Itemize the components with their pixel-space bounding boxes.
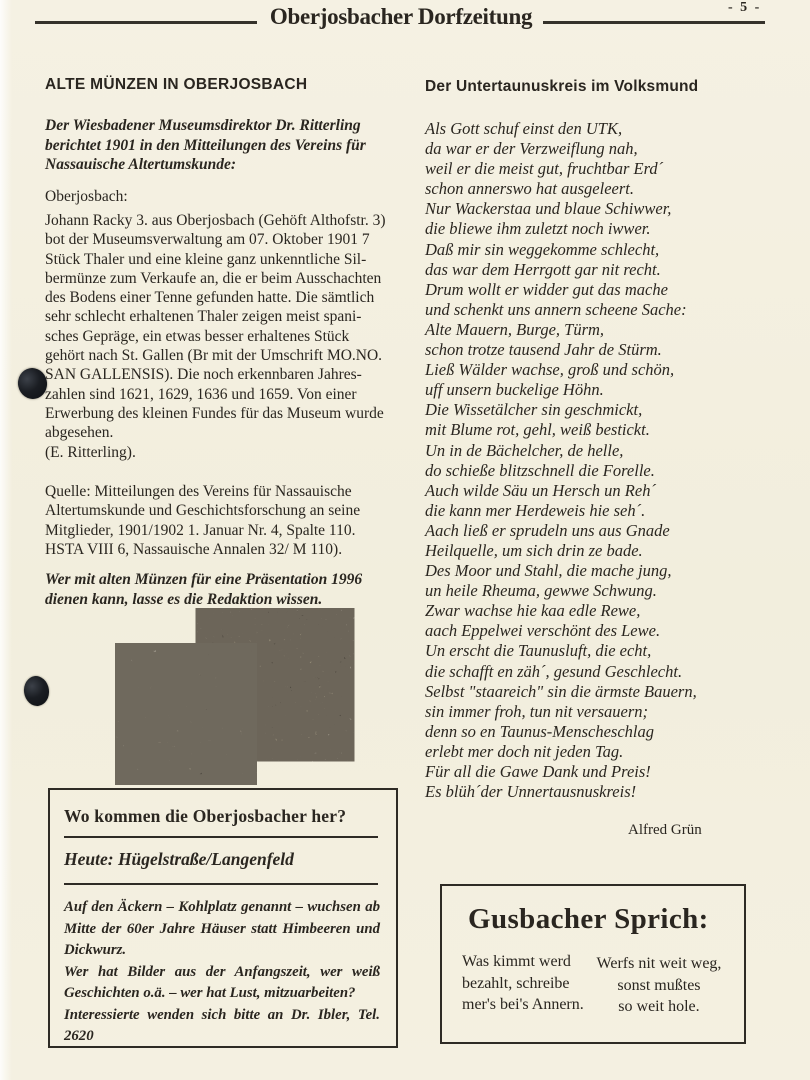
poem-line: Drum wollt er widder gut das mache	[425, 279, 668, 299]
poem-line: sin immer froh, tun nit versauern;	[425, 701, 649, 721]
origin-paragraph: Interessierte wenden sich bitte an Dr. Ibler, Tel. 2620	[64, 1006, 380, 1044]
poem-line: Selbst "staareich" sin die ärmste Bauern,	[425, 681, 697, 701]
coins-article-call-to-action	[45, 570, 362, 609]
origin-box-divider	[64, 883, 378, 885]
coins-article-salutation: Oberjosbach:	[45, 188, 128, 205]
saying-line: Werfs nit weit weg,	[596, 955, 722, 972]
poem-line: un heile Rheuma, gewwe Schwung.	[425, 581, 657, 601]
coins-illustration	[112, 608, 364, 788]
origin-paragraph: Wer hat Bilder aus der Anfangszeit, wer weiß Geschichten o.ä. – wer hat Lust, mitzuarbeiten?	[64, 963, 380, 1001]
saying-right	[588, 951, 730, 1018]
poem-line: aach Eppelwei verschönt des Lewe.	[425, 621, 661, 641]
poem-line: da war er der Verzweiflung nah,	[425, 139, 638, 159]
body-line: SAN GALLENSIS). Die noch erkennbaren Jahres-	[45, 366, 362, 384]
poem-line: Heilquelle, um sich drin ze bade.	[425, 540, 643, 560]
poem-line: die kann mer Herdeweis hie seh´.	[425, 500, 646, 520]
poem-line: Zwar wachse hie kaa edle Rewe,	[425, 601, 641, 621]
punch-hole-bottom	[22, 674, 51, 707]
poem-line: Des Moor und Stahl, die mache jung,	[425, 561, 672, 581]
coins-article-title: ALTE MÜNZEN IN OBERJOSBACH	[45, 76, 308, 93]
saying-box	[440, 884, 746, 1044]
poem-line: schon trotze tausend Jahr de Stürm.	[425, 340, 662, 360]
poem-line: die schafft en zäh´, gesund Geschlecht.	[425, 661, 683, 681]
poem-line: erlebt mer doch nit jeden Tag.	[425, 741, 624, 761]
poem-line: Ließ Wälder wachse, groß und schön,	[425, 360, 675, 380]
poem-line: denn so en Taunus-Menscheschlag	[425, 721, 654, 741]
cta-line: Wer mit alten Münzen für eine Präsentation 1996	[45, 571, 363, 588]
poem-line: Alte Mauern, Burge, Türm,	[425, 319, 605, 339]
poem-line: Auch wilde Säu un Hersch un Reh´	[425, 480, 656, 500]
lead-line: Nassauische Altertumskunde:	[45, 156, 237, 173]
page-number: - 5 -	[728, 0, 762, 15]
poem-line: die bliewe ihm zuletzt noch iwwer.	[425, 219, 651, 239]
poem-line: und schenkt uns annern scheene Sache:	[425, 299, 687, 319]
body-line: Erwerbung des kleinen Fundes für das Museum wurde	[45, 404, 384, 422]
masthead-title: Oberjosbacher Dorfzeitung	[269, 4, 533, 29]
header-rule-right	[543, 21, 765, 24]
body-line: bermünze zum Verkaufe an, die er beim Ausschachten	[45, 269, 382, 287]
saying-left	[462, 951, 588, 1018]
coins-article-source	[45, 482, 360, 559]
cta-line: dienen kann, lasse es die Redaktion wissen.	[45, 590, 323, 608]
poem-line: Un erscht die Taunusluft, die echt,	[425, 641, 652, 661]
body-line: (E. Ritterling).	[45, 443, 136, 461]
origin-paragraph: Auf den Äckern – Kohlplatz genannt – wuchsen ab Mitte der 60er Jahre Häuser statt Himbeeren und Dickwurz.	[64, 899, 380, 958]
lead-line: Der Wiesbadener Museumsdirektor Dr. Ritterling	[45, 117, 361, 134]
body-line: des Bodens einer Tenne gefunden hatte. Die sämtlich	[45, 289, 375, 307]
poem-author: Alfred Grün	[628, 822, 702, 838]
origin-box-title: Wo kommen die Oberjosbacher her?	[64, 806, 347, 826]
header-rule-left	[35, 21, 257, 24]
saying-line: sonst mußtes	[617, 976, 701, 994]
origin-box-subtitle: Heute: Hügelstraße/Langenfeld	[64, 849, 294, 869]
poem-line: Daß mir sin weggekomme schlecht,	[425, 239, 660, 259]
saying-box-title: Gusbacher Sprich:	[468, 903, 709, 935]
poem-text	[425, 119, 697, 802]
body-line: Stück Thaler und eine kleine ganz unkenntliche Sil-	[45, 250, 367, 268]
poem-line: Aach ließ er sprudeln uns aus Gnade	[425, 520, 670, 540]
poem-line: das war dem Herrgott gar nit recht.	[425, 259, 661, 279]
poem-line: Für all die Gawe Dank und Preis!	[425, 762, 651, 781]
source-line: Quelle: Mitteilungen des Vereins für Nassauische	[45, 483, 352, 500]
body-line: sches Gepräge, ein etwas besser erhaltenes Stück	[45, 327, 350, 345]
saying-line: bezahlt, schreibe	[462, 974, 570, 992]
poem-title: Der Untertaunuskreis im Volksmund	[425, 78, 699, 95]
body-line: bot der Museumsverwaltung am 07. Oktober 1901 7	[45, 231, 370, 249]
source-line: Mitglieder, 1901/1902 1. Januar Nr. 4, Spalte 110.	[45, 521, 356, 539]
small-coin	[122, 650, 250, 778]
coins-article-body	[45, 211, 386, 462]
poem-line: do schieße blitzschnell die Forelle.	[425, 460, 655, 480]
body-line: gehört nach St. Gallen (Br mit der Umschrift MO.NO.	[45, 347, 383, 365]
origin-box	[48, 788, 398, 1048]
scan-edge-highlight	[0, 0, 12, 1080]
poem-line: Un in de Bächelcher, de helle,	[425, 440, 624, 460]
body-line: sehr schlecht erhaltenen Thaler zeigen meist spani-	[45, 308, 362, 326]
source-line: HSTA VIII 6, Nassauische Annalen 32/ M 110).	[45, 540, 343, 558]
poem-line: weil er die meist gut, fruchtbar Erd´	[425, 159, 664, 179]
body-line: Johann Racky 3. aus Oberjosbach (Gehöft Althofstr. 3)	[45, 212, 386, 229]
poem-line: Die Wissetälcher sin geschmickt,	[425, 400, 643, 420]
poem-line: schon annerswo hat ausgeleert.	[425, 179, 634, 199]
origin-box-divider	[64, 836, 378, 838]
old-coins-photo	[112, 608, 364, 788]
origin-box-body	[64, 897, 380, 1048]
body-line: zahlen sind 1621, 1629, 1636 und 1659. Von einer	[45, 385, 357, 403]
saying-box-row	[462, 951, 730, 1018]
source-line: Altertumskunde und Geschichtsforschung an seine	[45, 502, 361, 520]
poem-line: Es blüh´der Unnertausnuskreis!	[425, 782, 637, 802]
lead-line: berichtet 1901 in den Mitteilungen des Vereins für	[45, 136, 366, 154]
saying-line: Was kimmt werd	[462, 953, 571, 970]
coins-article-lead	[45, 116, 366, 175]
saying-line: so weit hole.	[618, 998, 700, 1015]
poem-line: Nur Wackerstaa und blaue Schiwwer,	[425, 199, 672, 219]
saying-line: mer's bei's Annern.	[462, 996, 584, 1013]
poem-line: Als Gott schuf einst den UTK,	[425, 119, 623, 138]
body-line: abgesehen.	[45, 424, 114, 442]
poem-line: uff unsern buckelige Höhn.	[425, 380, 604, 400]
poem-line: mit Blume rot, gehl, weiß bestickt.	[425, 420, 650, 440]
